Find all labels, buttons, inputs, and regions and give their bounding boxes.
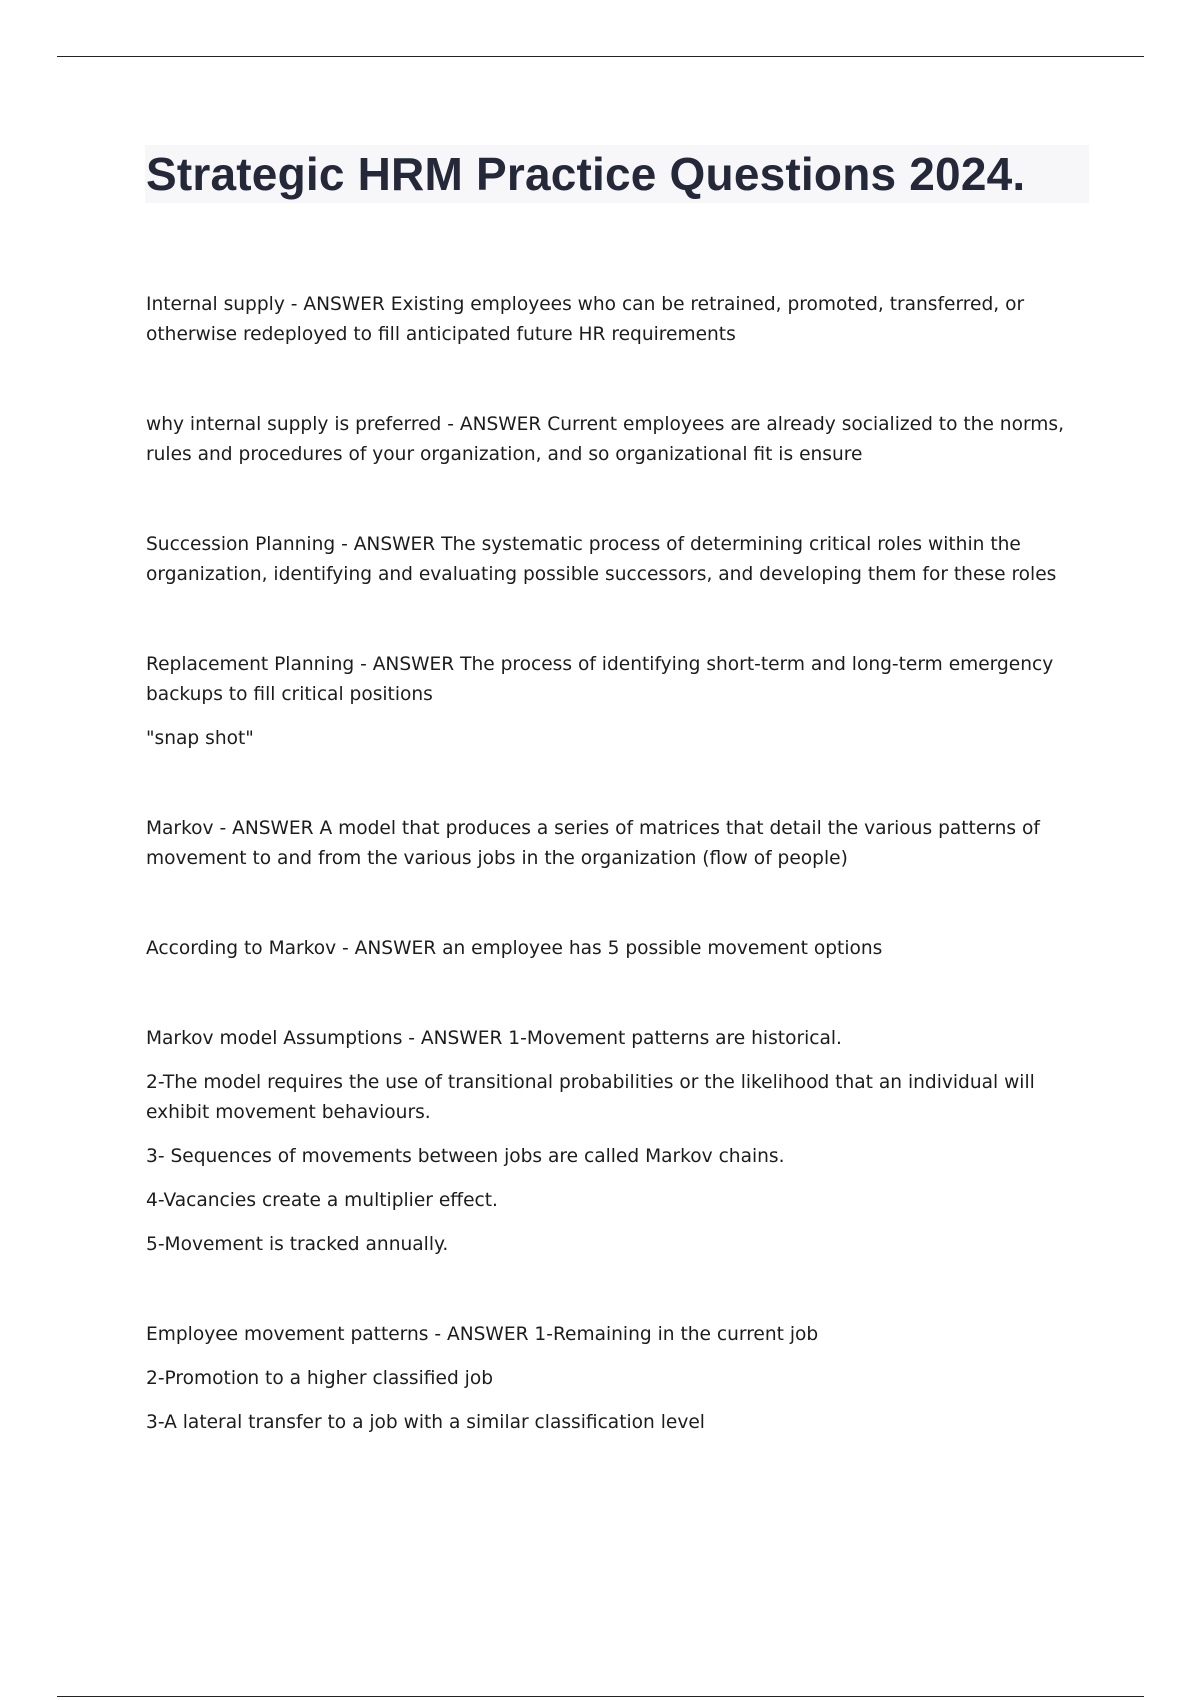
page-title: Strategic HRM Practice Questions 2024. xyxy=(146,148,1026,200)
qa-extra-line: 4-Vacancies create a multiplier effect. xyxy=(146,1190,498,1211)
qa-text: Markov - ANSWER A model that produces a series of matrices that detail the various patterns of movement to and from the various jobs in the organization (flow of people) xyxy=(146,818,1040,869)
bottom-divider xyxy=(57,1696,1144,1697)
qa-extra-line: 3- Sequences of movements between jobs are called Markov chains. xyxy=(146,1146,785,1167)
qa-extra-line: 2-Promotion to a higher classified job xyxy=(146,1368,493,1389)
qa-text: Employee movement patterns - ANSWER 1-Remaining in the current job xyxy=(146,1324,819,1345)
qa-entry-succession-planning xyxy=(146,530,1086,590)
qa-entry-markov-assumptions xyxy=(146,1024,1086,1260)
qa-extra-line: "snap shot" xyxy=(146,728,254,749)
qa-text: Replacement Planning - ANSWER The process of identifying short-term and long-term emergency backups to fill critical positions xyxy=(146,654,1054,705)
qa-text: Internal supply - ANSWER Existing employees who can be retrained, promoted, transferred, or otherwise redeployed to fill anticipated future HR requirements xyxy=(146,294,1025,345)
qa-entry-markov xyxy=(146,814,1086,874)
qa-entry-replacement-planning xyxy=(146,650,1086,754)
qa-list xyxy=(146,290,1086,1438)
qa-extra-line: 5-Movement is tracked annually. xyxy=(146,1234,449,1255)
qa-entry-employee-movement-patterns xyxy=(146,1320,1086,1438)
top-divider xyxy=(57,56,1144,57)
qa-text: Markov model Assumptions - ANSWER 1-Movement patterns are historical. xyxy=(146,1028,842,1049)
qa-text: Succession Planning - ANSWER The systematic process of determining critical roles within the organization, identifying and evaluating possible successors, and developing them for these roles xyxy=(146,534,1057,585)
qa-entry-internal-supply-preferred xyxy=(146,410,1086,470)
qa-entry-internal-supply xyxy=(146,290,1086,350)
qa-text: why internal supply is preferred - ANSWER Current employees are already socialized to the norms, rules and procedures of your organization, and so organizational fit is ensure xyxy=(146,414,1064,465)
qa-text: According to Markov - ANSWER an employee has 5 possible movement options xyxy=(146,938,883,959)
qa-extra-line: 2-The model requires the use of transitional probabilities or the likelihood that an individual will exhibit movement behaviours. xyxy=(146,1072,1035,1123)
qa-extra-line: 3-A lateral transfer to a job with a similar classification level xyxy=(146,1412,705,1433)
qa-entry-according-to-markov xyxy=(146,934,1086,964)
